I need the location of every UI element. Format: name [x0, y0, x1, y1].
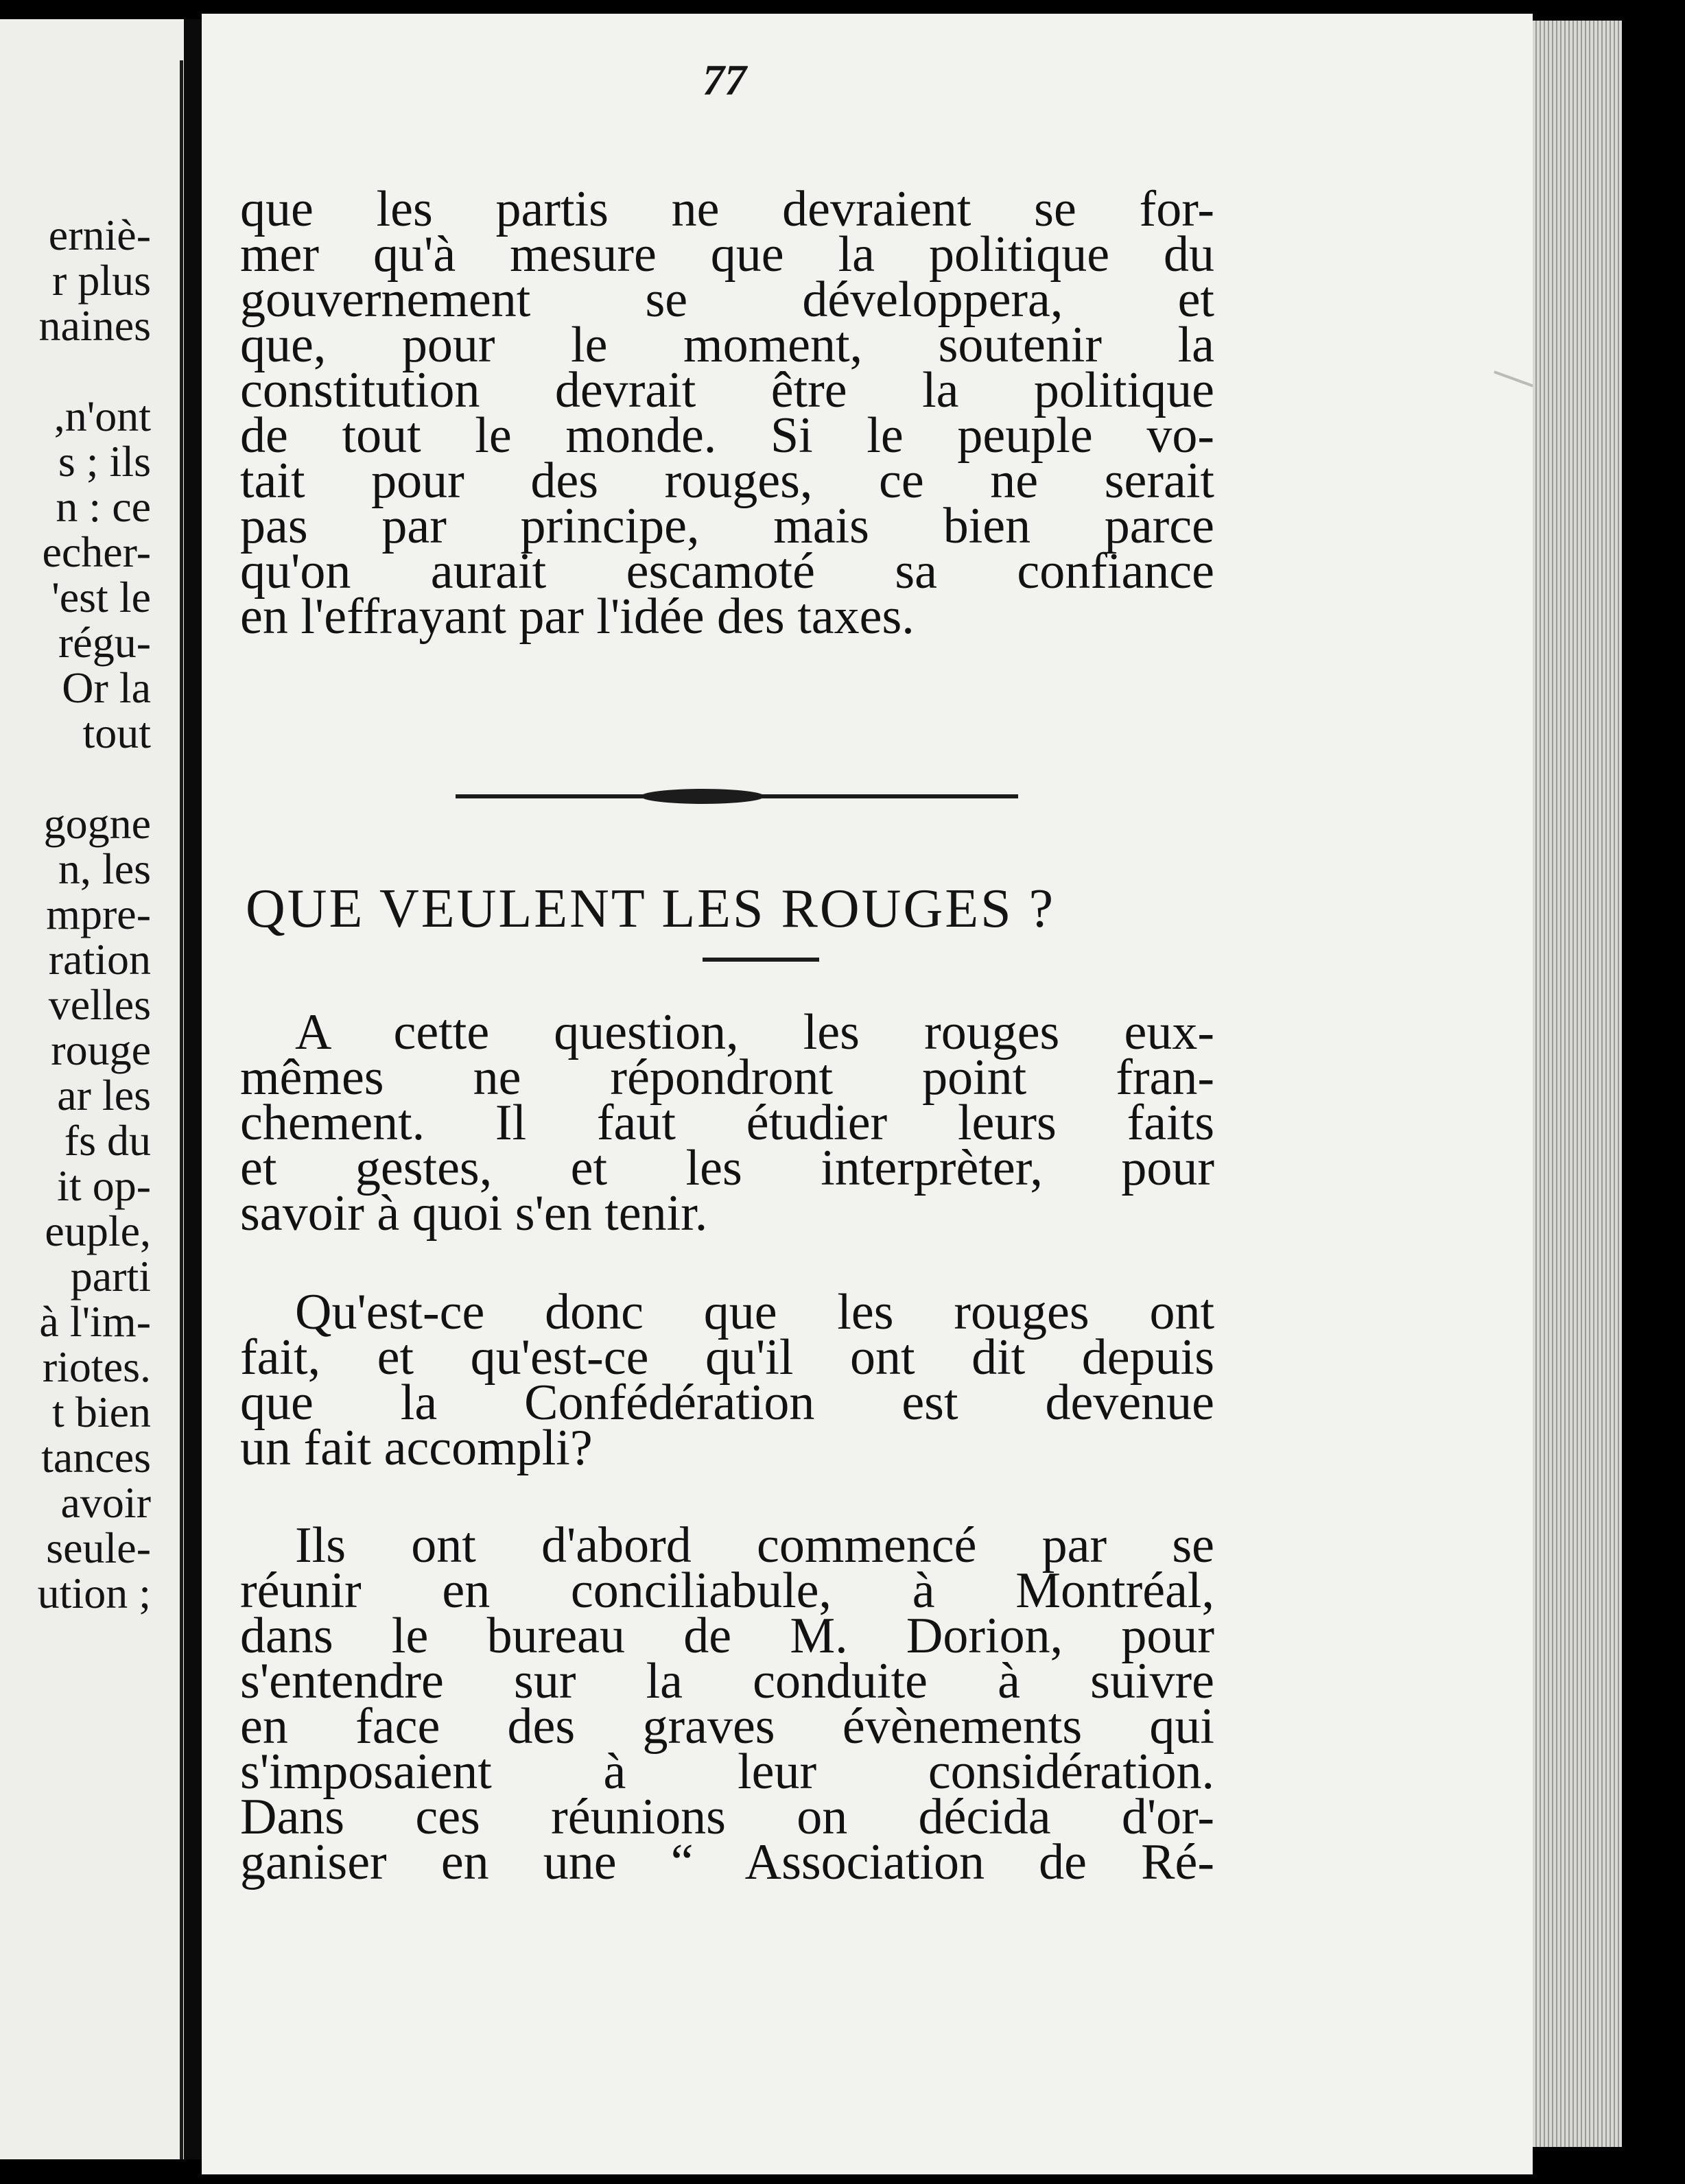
- left-text-fragment: velles: [48, 980, 151, 1029]
- left-text-fragment: riotes.: [42, 1342, 151, 1391]
- text-line: fait, et qu'est-ce qu'il ont dit depuis: [240, 1329, 1214, 1386]
- scan-border: [1622, 21, 1685, 2147]
- text-line: Dans ces réunions on décida d'or-: [240, 1789, 1214, 1845]
- text-line: dans le bureau de M. Dorion, pour: [240, 1608, 1214, 1664]
- section-divider-ornament: [641, 789, 764, 804]
- text-line: savoir à quoi s'en tenir.: [240, 1185, 708, 1242]
- left-text-fragment: Or la: [62, 663, 151, 712]
- left-text-fragment: rouge: [51, 1025, 151, 1074]
- text-line: un fait accompli?: [240, 1420, 593, 1476]
- left-text-fragment: gogne: [43, 799, 151, 848]
- left-page-edge-rule: [180, 60, 183, 2159]
- text-line: en face des graves évènements qui: [240, 1698, 1214, 1755]
- text-line: qu'on aurait escamoté sa confiance: [240, 543, 1214, 600]
- left-text-fragment: fs du: [64, 1116, 151, 1165]
- left-text-fragment: erniè-: [48, 211, 151, 259]
- left-page-fragment: [0, 19, 184, 2159]
- left-text-fragment: parti: [70, 1252, 151, 1301]
- left-text-fragment: seule-: [46, 1523, 151, 1572]
- left-text-fragment: r plus: [52, 256, 151, 305]
- text-line: chement. Il faut étudier leurs faits: [240, 1095, 1214, 1151]
- left-text-fragment: ution ;: [37, 1569, 151, 1617]
- left-text-fragment: ar les: [57, 1071, 151, 1119]
- left-text-fragment: 'est le: [51, 573, 151, 621]
- left-text-fragment: ,n'ont: [54, 392, 151, 440]
- text-line: réunir en conciliabule, à Montréal,: [240, 1563, 1214, 1619]
- text-line: mer qu'à mesure que la politique du: [240, 226, 1214, 283]
- text-line: constitution devrait être la politique: [240, 362, 1214, 418]
- left-text-fragment: à l'im-: [39, 1297, 151, 1346]
- left-text-fragment: n : ce: [56, 482, 151, 531]
- paper-crease: [1491, 370, 1533, 395]
- left-text-fragment: mpre-: [46, 890, 151, 938]
- right-page: [202, 14, 1533, 2174]
- page-number: 77: [703, 56, 746, 104]
- left-text-fragment: s ; ils: [58, 437, 151, 486]
- left-text-fragment: echer-: [42, 527, 151, 576]
- left-text-fragment: euple,: [45, 1207, 151, 1255]
- heading-underline: [703, 958, 819, 962]
- page-stack-edges: [1533, 21, 1622, 2147]
- book-gutter: [184, 19, 202, 2159]
- section-heading: QUE VEULENT LES ROUGES ?: [246, 879, 1056, 939]
- left-text-fragment: avoir: [60, 1478, 151, 1527]
- text-line: A cette question, les rouges eux-: [295, 1004, 1214, 1060]
- left-text-fragment: naines: [38, 301, 151, 350]
- left-text-fragment: tances: [41, 1433, 151, 1482]
- text-line: de tout le monde. Si le peuple vo-: [240, 407, 1214, 464]
- left-text-fragment: it op-: [57, 1161, 151, 1210]
- left-text-fragment: n, les: [58, 844, 151, 893]
- text-line: que, pour le moment, soutenir la: [240, 317, 1214, 373]
- left-text-fragment: ration: [48, 935, 151, 984]
- text-line: mêmes ne répondront point fran-: [240, 1049, 1214, 1106]
- text-line: que les partis ne devraient se for-: [240, 181, 1214, 237]
- text-line: et gestes, et les interprèter, pour: [240, 1140, 1214, 1196]
- text-line: Ils ont d'abord commencé par se: [295, 1517, 1214, 1574]
- text-line: pas par principe, mais bien parce: [240, 498, 1214, 554]
- text-line: en l'effrayant par l'idée des taxes.: [240, 589, 915, 645]
- text-line: s'imposaient à leur considération.: [240, 1744, 1214, 1800]
- text-line: tait pour des rouges, ce ne serait: [240, 453, 1214, 509]
- text-line: gouvernement se développera, et: [240, 272, 1214, 328]
- left-text-fragment: tout: [82, 709, 151, 757]
- text-line: que la Confédération est devenue: [240, 1375, 1214, 1431]
- text-line: s'entendre sur la conduite à suivre: [240, 1653, 1214, 1709]
- left-text-fragment: t bien: [52, 1388, 151, 1436]
- text-line: ganiser en une “ Association de Ré-: [240, 1834, 1214, 1890]
- text-line: Qu'est-ce donc que les rouges ont: [295, 1284, 1214, 1340]
- left-text-fragment: régu-: [58, 618, 151, 667]
